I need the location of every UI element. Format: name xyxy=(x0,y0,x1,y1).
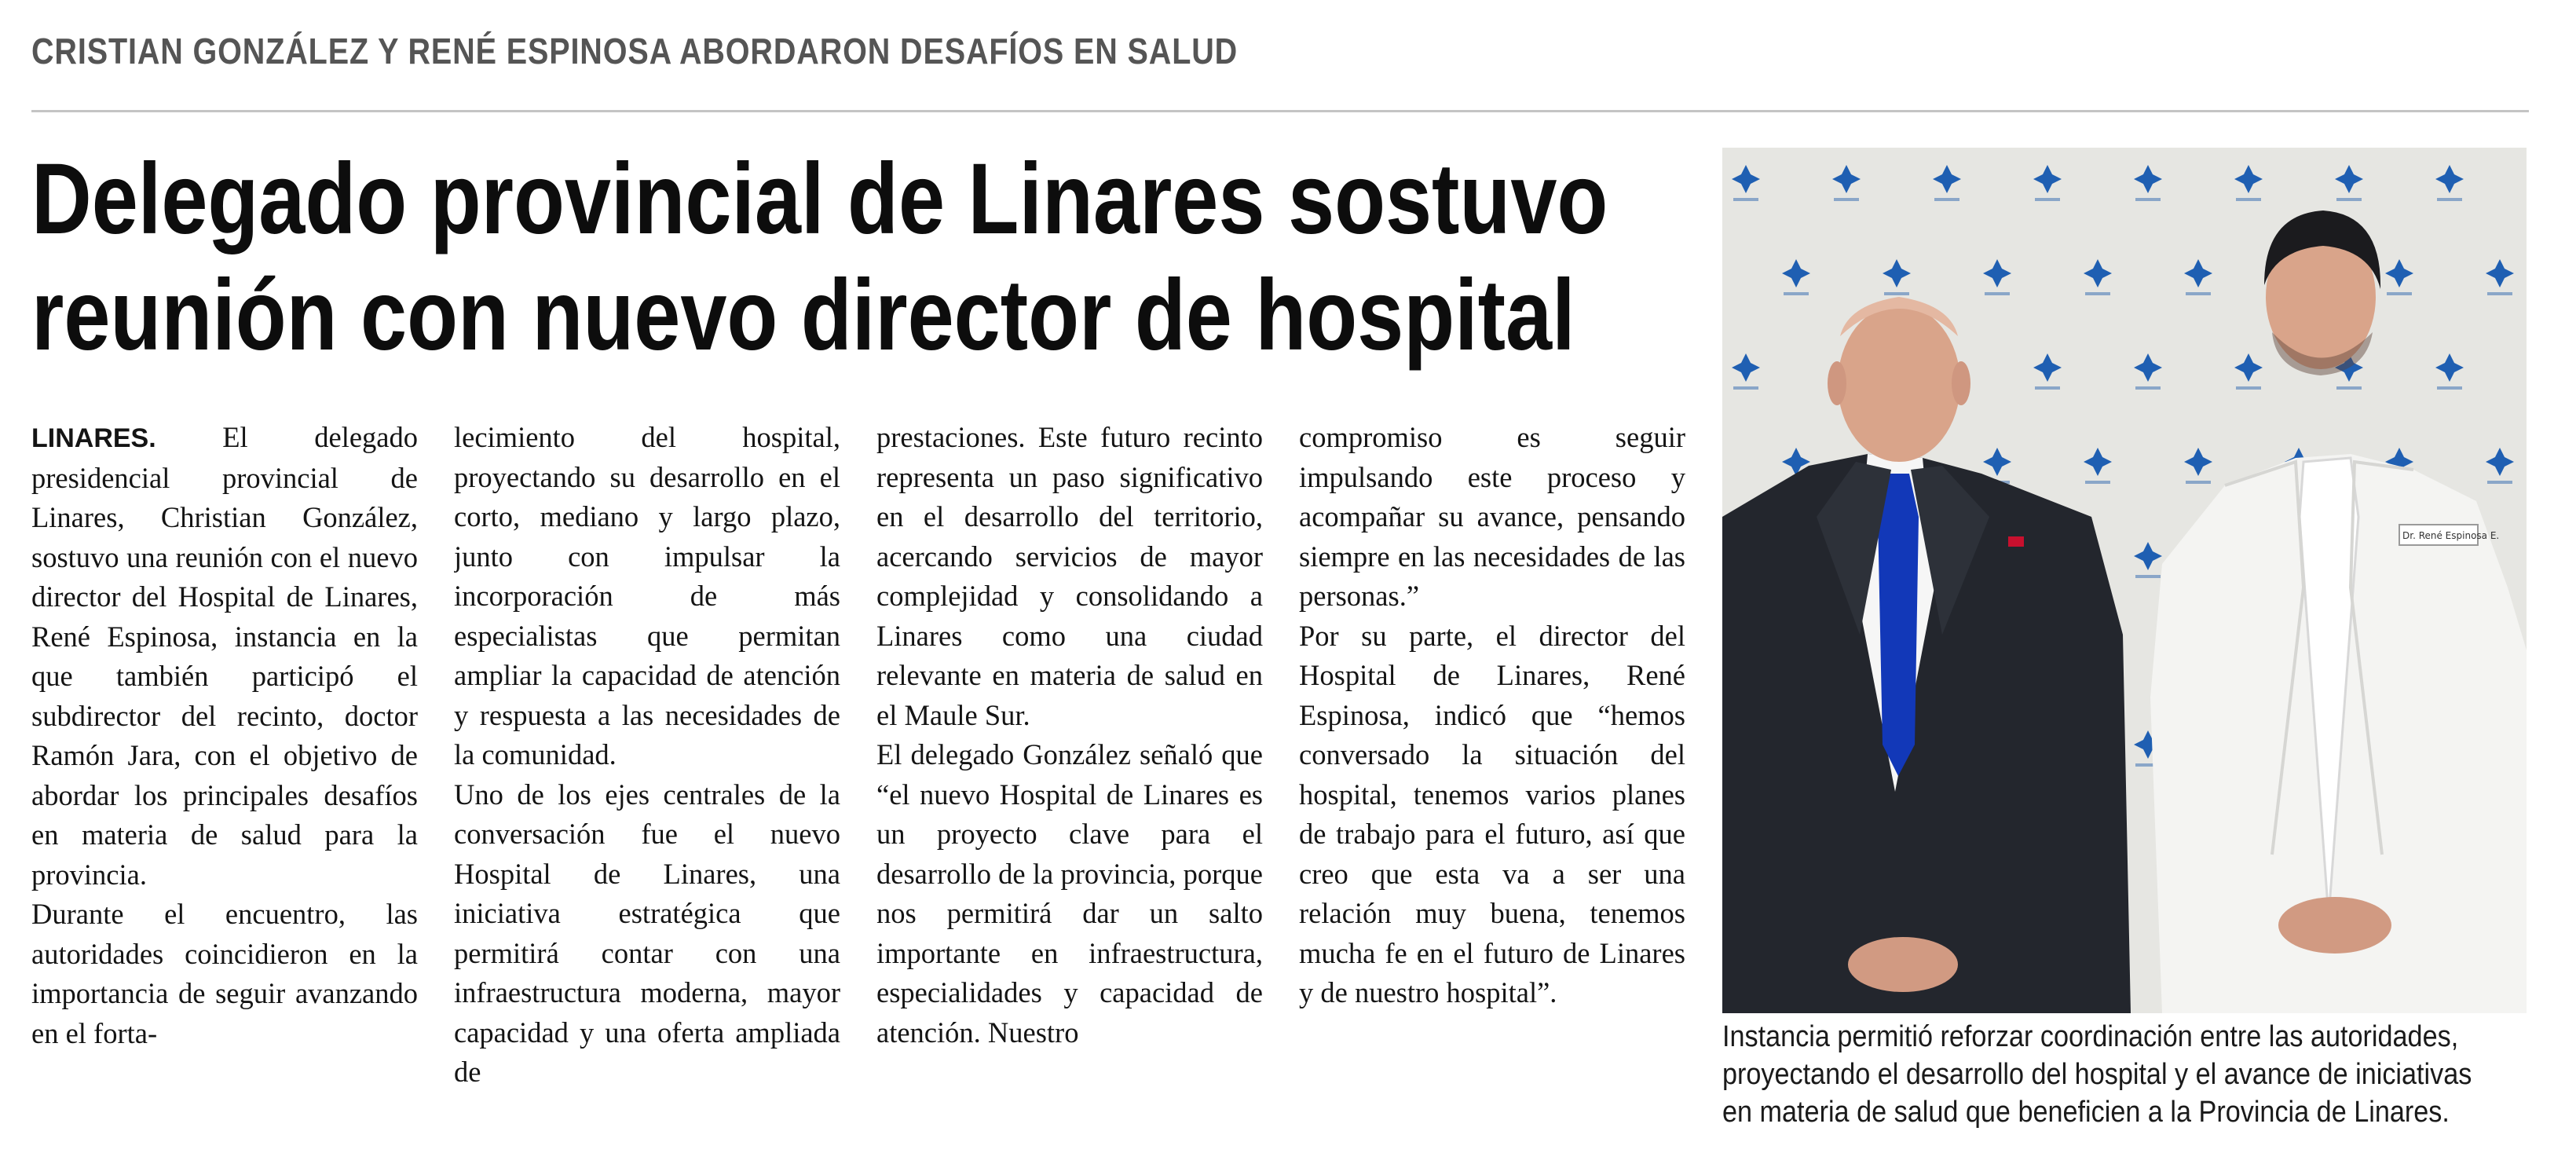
body-column-3 xyxy=(876,418,1263,1156)
logo-wordmark-mark xyxy=(2135,575,2161,578)
body-paragraph: Uno de los ejes centrales de la conversación fue el nuevo Hospital de Linares, una iniciativa estratégica que permitirá contar con una infraestructura moderna, mayor capacidad y una oferta ampliada de xyxy=(454,778,840,1088)
logo-wordmark-mark xyxy=(2085,292,2110,295)
body-paragraph: Durante el encuentro, las autoridades coincidieron en la importancia de seguir avanzando en el forta- xyxy=(31,898,418,1049)
logo-wordmark-mark xyxy=(2487,481,2512,484)
ear xyxy=(1828,361,1846,405)
logo-wordmark-mark xyxy=(2035,386,2060,390)
logo-wordmark-mark xyxy=(1733,386,1758,390)
logo-wordmark-mark xyxy=(1784,292,1809,295)
logo-wordmark-mark xyxy=(2336,386,2362,390)
body-column-2 xyxy=(454,418,840,1156)
logo-wordmark-mark xyxy=(2437,386,2462,390)
section-kicker: CRISTIAN GONZÁLEZ Y RENÉ ESPINOSA ABORDARON DESAFÍOS EN SALUD xyxy=(31,31,1239,71)
dateline: LINARES. xyxy=(31,423,156,453)
logo-wordmark-mark xyxy=(2236,386,2261,390)
logo-wordmark-mark xyxy=(1834,198,1859,201)
photo-caption xyxy=(1722,1018,2528,1131)
body-paragraph: prestaciones. Este futuro recinto representa un paso significativo en el desarrollo del territorio, acercando servicios de mayor complejidad y consolidando a Linares como una ciudad relevante en materia de salud en el Maule Sur. xyxy=(876,421,1263,731)
clasped-hands xyxy=(1848,937,1958,992)
logo-wordmark-mark xyxy=(2085,481,2110,484)
logo-wordmark-mark xyxy=(2487,292,2512,295)
logo-wordmark-mark xyxy=(1934,198,1959,201)
body-column-4 xyxy=(1299,418,1685,1156)
logo-wordmark-mark xyxy=(2186,481,2211,484)
flag-pin xyxy=(2008,536,2024,547)
clasped-hands xyxy=(2278,897,2391,954)
ear xyxy=(1952,361,1970,405)
logo-wordmark-mark xyxy=(2437,198,2462,201)
logo-wordmark-mark xyxy=(2336,198,2362,201)
body-paragraph: El delegado González señaló que “el nuevo Hospital de Linares es un proyecto clave para el desarrollo de la provincia, porque nos permitirá dar un salto importante en infraestructura, especialidades y capacidad de atención. Nuestro xyxy=(876,738,1263,1049)
paragraph-text: El delegado presidencial provincial de Linares, Christian González, sostuvo una reunión con el nuevo director del Hospital de Linares, René Espinosa, instancia en la que también participó el subdirector del recinto, doctor Ramón Jara, con el objetivo de abordar los principales desafíos en materia de salud para la provincia. xyxy=(31,421,418,891)
logo-wordmark-mark xyxy=(1884,292,1909,295)
headline-line-1: Delegado provincial de Linares sostuvo xyxy=(31,143,1608,255)
caption-line: en materia de salud que beneficien a la Provincia de Linares. xyxy=(1722,1096,2450,1129)
header-divider xyxy=(31,110,2529,112)
logo-wordmark-mark xyxy=(2035,198,2060,201)
body-paragraph: compromiso es seguir impulsando este proceso y acompañar su avance, pensando siempre en las necesidades de las personas.” xyxy=(1299,421,1685,612)
badge-text: Dr. René Espinosa E. xyxy=(2402,530,2500,541)
body-paragraph xyxy=(31,418,418,895)
caption-line: proyectando el desarrollo del hospital y el avance de iniciativas xyxy=(1722,1058,2472,1091)
article-photo xyxy=(1722,148,2527,1013)
article-headline xyxy=(31,141,1661,374)
logo-wordmark-mark xyxy=(2135,198,2161,201)
body-column-1 xyxy=(31,418,418,1156)
article-body xyxy=(31,418,1685,1156)
logo-wordmark-mark xyxy=(2186,292,2211,295)
logo-wordmark-mark xyxy=(2387,292,2412,295)
body-paragraph: Por su parte, el director del Hospital de Linares, René Espinosa, indicó que “hemos conversado la situación del hospital, tenemos varios planes de trabajo para el futuro, así que creo que esta va a ser una relación muy buena, tenemos mucha fe en el futuro de Linares y de nuestro hospital”. xyxy=(1299,619,1685,1008)
logo-wordmark-mark xyxy=(2135,386,2161,390)
caption-line: Instancia permitió reforzar coordinación entre las autoridades, xyxy=(1722,1020,2459,1053)
logo-wordmark-mark xyxy=(1733,198,1758,201)
body-paragraph: lecimiento del hospital, proyectando su desarrollo en el corto, mediano y largo plazo, junto con impulsar la incorporación de más especialistas que permitan ampliar la capacidad de atención y respuesta a las necesidades de la comunidad. xyxy=(454,421,840,771)
head xyxy=(1838,305,1960,462)
logo-wordmark-mark xyxy=(2236,198,2261,201)
logo-wordmark-mark xyxy=(1985,292,2010,295)
necktie xyxy=(1878,474,1919,776)
photo-illustration xyxy=(1722,148,2527,1013)
headline-line-2: reunión con nuevo director de hospital xyxy=(31,259,1575,372)
